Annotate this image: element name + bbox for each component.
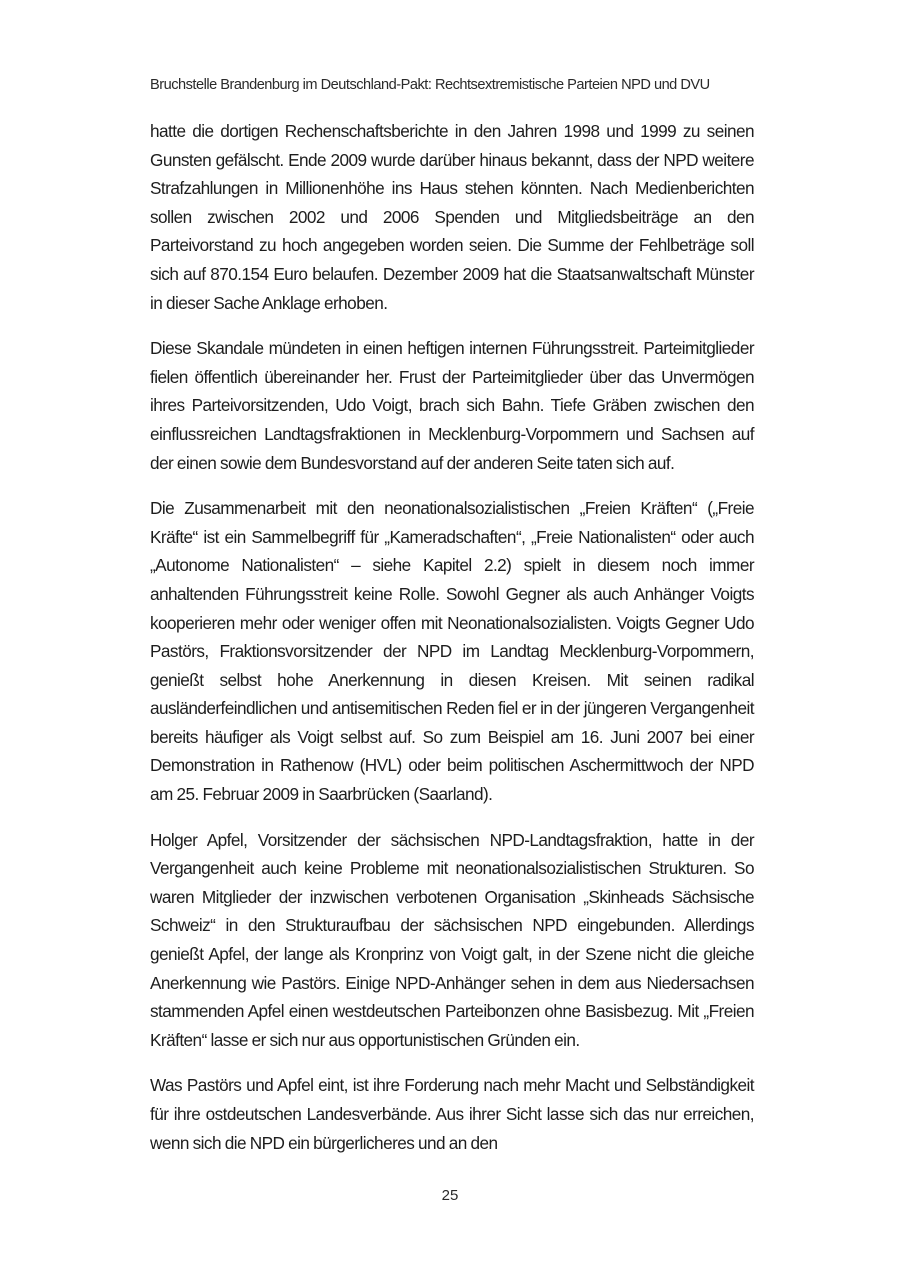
paragraph-3: Die Zusammenarbeit mit den neonationalsozialistischen „Freien Kräften“ („Freie Kräfte“ ist ein Sammelbegriff für „Kameradschaften“, „Freie Nationalisten“ oder auch „Autonome Nationalisten“ – siehe Kapitel 2.2) spielt in diesem noch immer anhaltenden Führungsstreit keine Rolle. Sowohl Gegner als auch Anhänger Voigts kooperieren mehr oder weniger offen mit Neonationalsozialisten. Voigts Gegner Udo Pastörs, Fraktionsvorsitzender der NPD im Landtag Mecklenburg-Vorpommern, genießt selbst hohe Anerkennung in diesen Kreisen. Mit seinen radikal ausländerfeindlichen und antisemitischen Reden fiel er in der jüngeren Vergangenheit bereits häufiger als Voigt selbst auf. So zum Beispiel am 16. Juni 2007 bei einer Demonstration in Rathenow (HVL) oder beim politischen Aschermittwoch der NPD am 25. Februar 2009 in Saarbrücken (Saarland). [150, 498, 754, 805]
body-text [150, 117, 754, 1174]
paragraph-2: Diese Skandale mündeten in einen heftigen internen Führungsstreit. Parteimitglieder fielen öffentlich übereinander her. Frust der Parteimitglieder über das Unvermögen ihres Parteivorsitzenden, Udo Voigt, brach sich Bahn. Tiefe Gräben zwischen den einflussreichen Landtagsfraktionen in Mecklenburg-Vorpommern und Sachsen auf der einen sowie dem Bundesvorstand auf der anderen Seite taten sich auf. [150, 338, 754, 473]
paragraph-4: Holger Apfel, Vorsitzender der sächsischen NPD-Landtagsfraktion, hatte in der Vergangenheit auch keine Probleme mit neonationalsozialistischen Strukturen. So waren Mitglieder der inzwischen verbotenen Organisation „Skinheads Sächsische Schweiz“ in den Strukturaufbau der sächsischen NPD eingebunden. Allerdings genießt Apfel, der lange als Kronprinz von Voigt galt, in der Szene nicht die gleiche Anerkennung wie Pastörs. Einige NPD-Anhänger sehen in dem aus Niedersachsen stammenden Apfel einen westdeutschen Parteibonzen ohne Basisbezug. Mit „Freien Kräften“ lasse er sich nur aus opportunistischen Gründen ein. [150, 829, 754, 1050]
page-number: 25 [441, 1187, 459, 1204]
paragraph-5: Was Pastörs und Apfel eint, ist ihre Forderung nach mehr Macht und Selbständigkeit für ihre ostdeutschen Landesverbände. Aus ihrer Sicht lasse sich das nur erreichen, wenn sich die NPD ein bürgerlicheres und an den [150, 1075, 754, 1153]
paragraph-1: hatte die dortigen Rechenschaftsberichte in den Jahren 1998 und 1999 zu seinen Gunsten gefälscht. Ende 2009 wurde darüber hinaus bekannt, dass der NPD weitere Strafzahlungen in Millionenhöhe ins Haus stehen könnten. Nach Medienberichten sollen zwischen 2002 und 2006 Spenden und Mitgliedsbeiträge an den Parteivorstand zu hoch angegeben worden seien. Die Summe der Fehlbeträge soll sich auf 870.154 Euro belaufen. Dezember 2009 hat die Staatsanwaltschaft Münster in dieser Sache Anklage erhoben. [150, 121, 754, 313]
running-header: Bruchstelle Brandenburg im Deutschland-Pakt: Rechtsextremistische Parteien NPD und DVU [150, 77, 710, 93]
